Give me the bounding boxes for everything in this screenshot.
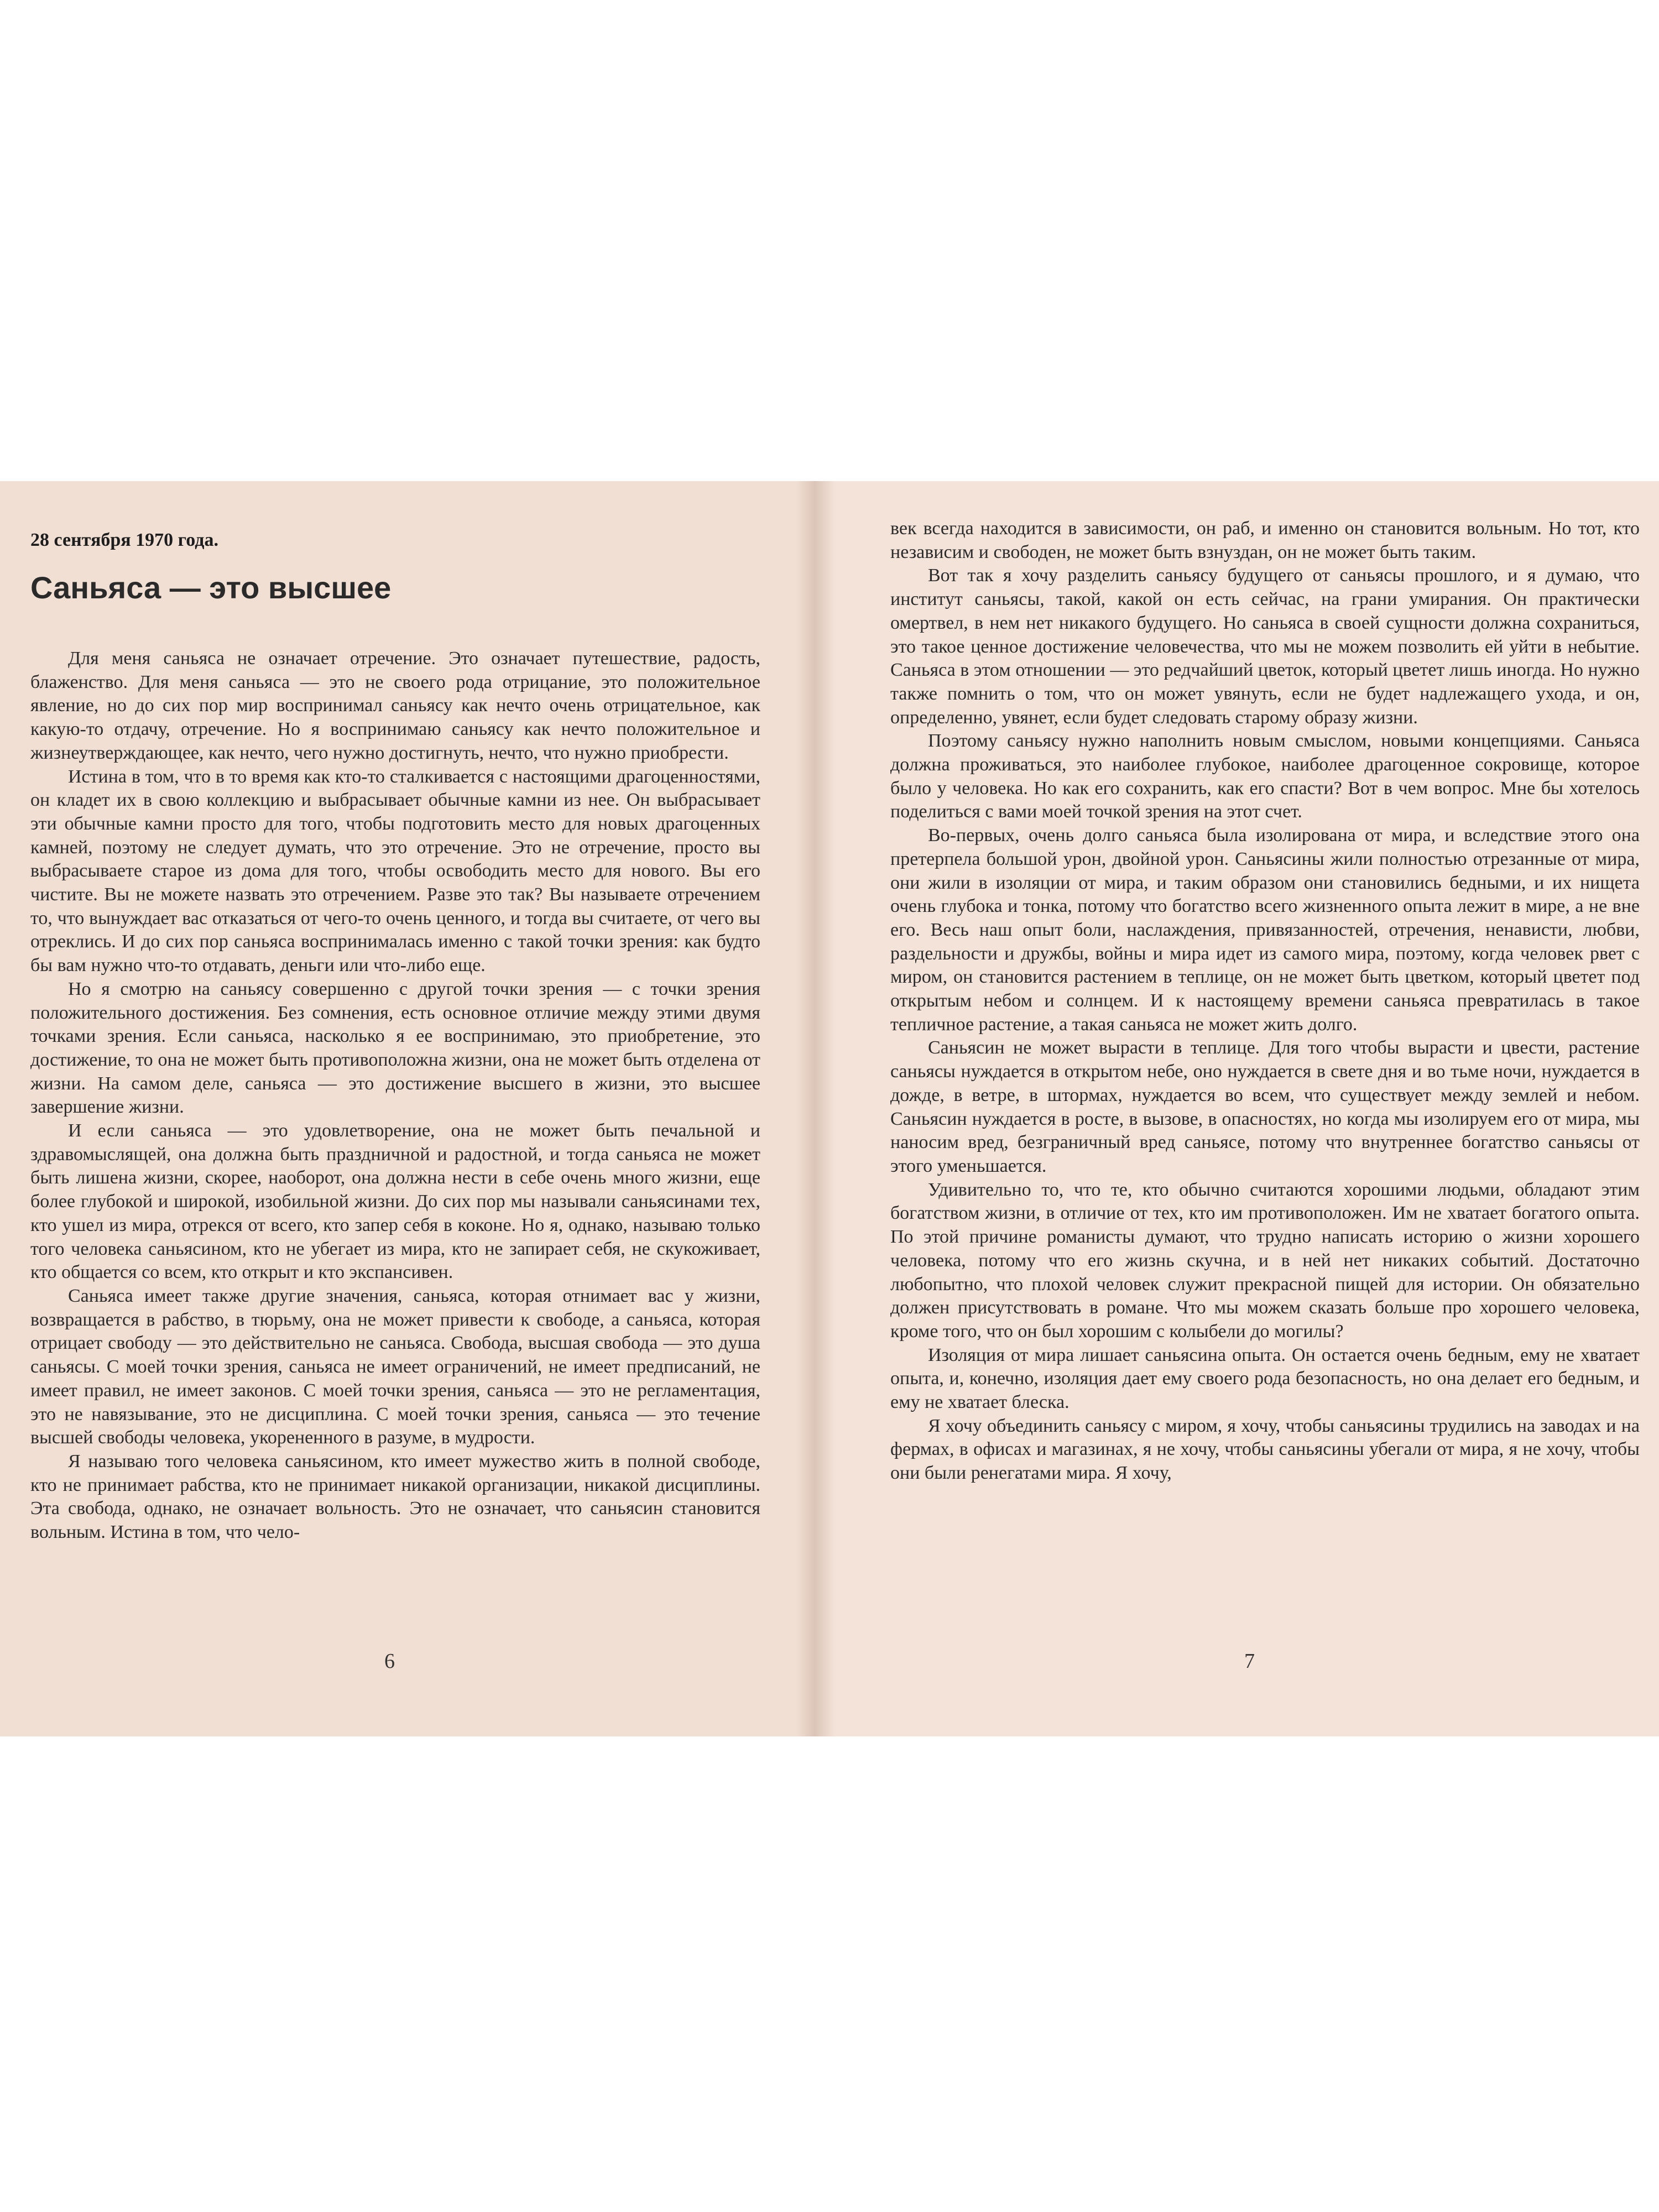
paragraph: Изоляция от мира лишает саньясина опыта. Он остается очень бедным, ему не хватает опыта, и, конечно, изоляция дает ему своего рода безопасность, но она делает его бедным, и ему не хватает блеска. [890, 1344, 1640, 1413]
chapter-title: Саньяса — это высшее [30, 570, 392, 605]
paragraph: Вот так я хочу разделить саньясу будущего от саньясы прошлого, и я думаю, что институт саньясы, такой, какой он есть сейчас, на грани умирания. Он практически омертвел, в нем нет никакого будущего. Но саньяса в своей сущности должна сохраниться, это такое ценное достижение человечества, что мы не можем позволить ей уйти в небытие. Саньяса в этом отношении — это редчайший цветок, который цветет лишь иногда. Но нужно также помнить о том, что он может увянуть, если не будет надлежащего ухода, и он, определенно, увянет, если будет следовать старому образу жизни. [890, 565, 1640, 728]
page-number-right: 7 [1244, 1650, 1255, 1673]
left-page-text [30, 647, 760, 1545]
paragraph: Поэтому саньясу нужно наполнить новым смыслом, новыми концепциями. Саньяса должна проживаться, это наиболее глубокое, наиболее драгоценное сокровище, которое было у человека. Но как его сохранить, как его спасти? Вот в чем вопрос. Мне бы хотелось поделиться с вами моей точкой зрения на этот счет. [890, 731, 1640, 822]
paragraph: Для меня саньяса не означает отречение. Это означает путешествие, радость, блаженство. Для меня саньяса — это не своего рода отрицание, это положительное явление, но до сих пор мир воспринимал саньясу как нечто очень отрицательное, как какую-то отдачу, отречение. Но я воспринимаю саньясу как нечто положительное и жизнеутверждающее, как нечто, чего нужно достигнуть, нечто, что нужно приобрести. [30, 648, 760, 763]
paragraph: Удивительно то, что те, кто обычно считаются хорошими людьми, обладают этим богатством жизни, в отличие от тех, кто им противоположен. Им не хватает богатого опыта. По этой причине романисты думают, что трудно написать историю о жизни хорошего человека, потому что его жизнь скучна, и в ней нет никаких событий. Достаточно любопытно, что плохой человек служит прекрасной пищей для истории. Он обязательно должен присутствовать в романе. Что мы можем сказать больше про хорошего человека, кроме того, что он был хорошим с колыбели до могилы? [890, 1179, 1640, 1342]
page-number-left: 6 [384, 1650, 395, 1673]
paragraph: Я называю того человека саньясином, кто имеет мужество жить в полной свободе, кто не принимает рабства, кто не принимает никакой организации, никакой дисциплины. Эта свобода, однако, не означает вольность. Это не означает, что саньясин становится вольным. Истина в том, что чело- [30, 1451, 760, 1543]
right-page-text [890, 517, 1640, 1485]
left-page [0, 481, 816, 1736]
paragraph: Саньясин не может вырасти в теплице. Для того чтобы вырасти и цвести, растение саньясы нуждается в открытом небе, оно нуждается в свете дня и во тьме ночи, нуждается в дожде, в ветре, в штормах, нуждается во всем, что существует между землей и небом. Саньясин нуждается в росте, в вызове, в опасностях, но когда мы изолируем его от мира, мы наносим вред, безграничный вред саньясе, потому что внутреннее богатство саньясы от этого уменьшается. [890, 1037, 1640, 1176]
paragraph: Но я смотрю на саньясу совершенно с другой точки зрения — с точки зрения положительного достижения. Без сомнения, есть основное отличие между этими двумя точками зрения. Если саньяса, насколько я ее воспринимаю, это приобретение, это достижение, то она не может быть противоположна жизни, она не может быть отделена от жизни. На самом деле, саньяса — это достижение высшего в жизни, это высшее завершение жизни. [30, 978, 760, 1118]
paragraph: И если саньяса — это удовлетворение, она не может быть печальной и здравомыслящей, она должна быть праздничной и радостной, и тогда саньяса не может быть лишена жизни, скорее, наоборот, она должна нести в себе очень много жизни, еще более глубокой и широкой, изобильной жизни. До сих пор мы называли саньясинами тех, кто ушел из мира, отрекся от всего, кто запер себя в коконе. Но я, однако, называю только того человека саньясином, кто не убегает из мира, кто не запирает себя, не скукоживает, кто общается со всем, кто открыт и кто экспансивен. [30, 1120, 760, 1283]
paragraph: Истина в том, что в то время как кто-то сталкивается с настоящими драгоценностями, он кладет их в свою коллекцию и выбрасывает обычные камни из нее. Он выбрасывает эти обычные камни просто для того, чтобы подготовить место для новых драгоценных камней, поэтому не следует думать, что это отречение. Это не отречение, просто вы выбрасываете старое из дома для того, чтобы освободить место для нового. Вы его чистите. Вы не можете назвать это отречением. Разве это так? Вы называете отречением то, что вынуждает вас отказаться от чего-то очень ценного, и тогда вы считаете, от чего вы отреклись. И до сих пор саньяса воспринималась именно с такой точки зрения: как будто бы вам нужно что-то отдавать, деньги или что-либо еще. [30, 766, 760, 976]
book-gutter [796, 481, 835, 1736]
paragraph: Я хочу объединить саньясу с миром, я хочу, чтобы саньясины трудились на заводах и на фермах, в офисах и магазинах, я не хочу, чтобы саньясины убегали от мира, я не хочу, чтобы они были ренегатами мира. Я хочу, [890, 1415, 1640, 1484]
paragraph: Во-первых, очень долго саньяса была изолирована от мира, и вследствие этого она претерпела большой урон, двойной урон. Саньясины жили полностью отрезанные от мира, они жили в изоляции от мира, и таким образом они становились бедными, и их нищета очень глубока и тонка, потому что богатство всего жизненного опыта лежит в мире, а не вне его. Весь наш опыт боли, наслаждения, привязанностей, отречения, ненависти, любви, раздельности и дружбы, войны и мира идет из самого мира, поэтому, когда человек рвет с миром, он становится растением в теплице, он не может быть цветком, который цветет под открытым небом и солнцем. И к настоящему времени саньяса превратилась в такое тепличное растение, а такая саньяса не может жить долго. [890, 825, 1640, 1035]
paragraph: Саньяса имеет также другие значения, саньяса, которая отнимает вас у жизни, возвращается в рабство, в тюрьму, она не может привести к свободе, а саньяса, которая отрицает свободу — это действительно не саньяса. Свобода, высшая свобода — это душа саньясы. С моей точки зрения, саньяса не имеет ограничений, не имеет предписаний, не имеет правил, не имеет законов. С моей точки зрения, саньяса — это не регламентация, это не навязывание, это не дисциплина. С моей точки зрения, саньяса — это течение высшей свободы человека, укорененного в разуме, в мудрости. [30, 1285, 760, 1448]
chapter-date: 28 сентября 1970 года. [30, 530, 218, 550]
book-spread [0, 481, 1659, 1736]
paragraph: век всегда находится в зависимости, он раб, и именно он становится вольным. Но тот, кто независим и свободен, не может быть взнуздан, он не может быть таким. [890, 518, 1640, 562]
